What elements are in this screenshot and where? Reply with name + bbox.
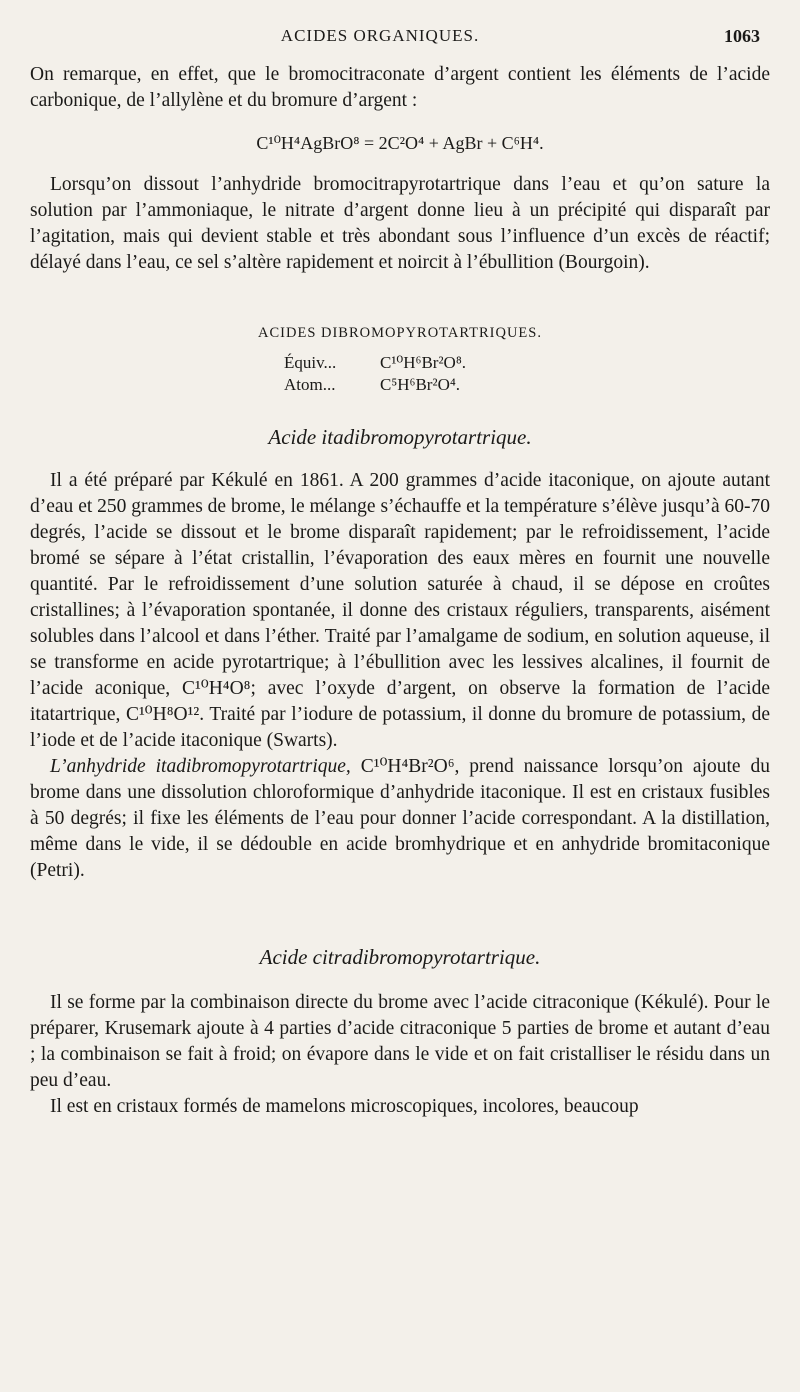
paragraph: Il est en cristaux formés de mamelons microscopiques, incolores, beaucoup bbox=[50, 1096, 639, 1117]
running-title: ACIDES ORGANIQUES. bbox=[280, 26, 480, 45]
paragraph: Il se forme par la combinaison directe du brome avec l’acide citraconique (Kékulé). Pour le préparer, Krusemark ajoute à 4 parties d’acide citraconique 5 parties de brome et autant d’eau ; la combinaison se fait à froid; on évapore dans le vide et on fait cristalliser le résidu dans un peu d’eau. bbox=[30, 992, 770, 1091]
equiv-label: Équiv... bbox=[284, 353, 337, 372]
section-title: ACIDES DIBROMOPYROTARTRIQUES. bbox=[258, 325, 542, 341]
running-header bbox=[0, 26, 800, 52]
equivalent-formula-row bbox=[284, 352, 770, 374]
atom-label: Atom... bbox=[284, 375, 336, 394]
subsection-heading: Acide citradibromopyrotartrique. bbox=[259, 945, 541, 969]
atomic-formula-row bbox=[284, 374, 770, 396]
paragraph: On remarque, en effet, que le bromocitraconate d’argent contient les éléments de l’acide carbonique, de l’allylène et du bromure d’argent : bbox=[30, 64, 770, 111]
text-body bbox=[30, 62, 770, 1120]
page-number: 1063 bbox=[724, 26, 760, 46]
equiv-formula: C¹⁰H⁶Br²O⁸. bbox=[380, 353, 467, 372]
paragraph-text: C¹⁰H⁴Br²O⁶, prend naissance lorsqu’on ajoute du brome dans une dissolution chloroformique d’anhydride itaconique. Il est en cristaux fusibles à 50 degrés; il fixe les éléments de l’eau pour donner l’acide correspondant. A la distillation, même dans le vide, il se dédouble en acide bromhydrique et en anhydride bromitaconique (Petri). bbox=[30, 756, 770, 881]
paragraph: Lorsqu’on dissout l’anhydride bromocitrapyrotartrique dans l’eau et qu’on sature la solution par l’ammoniaque, le nitrate d’argent donne lieu à un précipité qui disparaît par l’agitation, mais qui devient stable et très abondant sous l’influence d’un excès de réactif; délayé dans l’eau, ce sel s’altère rapidement et noircit à l’ébullition (Bourgoin). bbox=[30, 174, 770, 273]
atom-formula: C⁵H⁶Br²O⁴. bbox=[380, 375, 461, 394]
paragraph: Il a été préparé par Kékulé en 1861. A 200 grammes d’acide itaconique, on ajoute autant d’eau et 250 grammes de brome, le mélange s’échauffe et la température s’élève jusqu’à 60-70 degrés, l’acide se dissout et le brome disparaît rapidement; par le refroidissement, l’acide bromé se sépare à l’état cristallin, l’évaporation des eaux mères en fournit une nouvelle quantité. Par le refroidissement d’une solution saturée à chaud, il se dépose en croûtes cristallines; à l’évaporation spontanée, il donne des cristaux réguliers, transparents, aisément solubles dans l’alcool et dans l’éther. Traité par l’amalgame de sodium, en solution aqueuse, il se transforme en acide pyrotartrique; à l’ébullition avec les lessives alcalines, il fournit de l’acide aconique, C¹⁰H⁴O⁸; avec l’oxyde d’argent, on observe la formation de l’acide itatartrique, C¹⁰H⁸O¹². Traité par l’iodure de potassium, il donne du bromure de potassium, de l’iode et de l’acide itaconique (Swarts). bbox=[30, 470, 770, 751]
paragraph bbox=[30, 754, 770, 884]
subsection-heading: Acide itadibromopyrotartrique. bbox=[268, 425, 532, 449]
term-italic: L’anhydride itadibromopyrotartrique, bbox=[50, 756, 351, 777]
formula-equation: C¹⁰H⁴AgBrO⁸ = 2C²O⁴ + AgBr + C⁶H⁴. bbox=[256, 133, 544, 153]
